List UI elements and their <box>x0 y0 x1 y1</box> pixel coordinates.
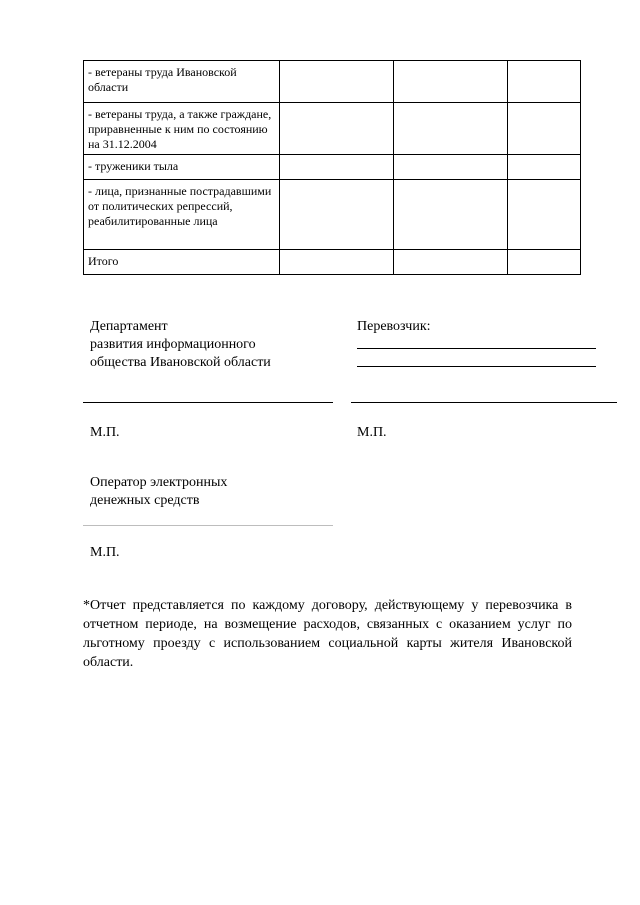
operator-stamp: М.П. <box>90 545 120 560</box>
carrier-name-line1 <box>357 348 596 349</box>
table-cell <box>280 61 394 103</box>
report-footnote: *Отчет представляется по каждому договору, действующему у перевозчика в отчетном периоде, на возмещение расходов, связанных с оказанием услуг по льготному проезду с использованием социальной карты жителя Ивановской области. <box>83 598 572 670</box>
row-label: - труженики тыла <box>84 155 280 180</box>
department-name-line3: общества Ивановской области <box>90 355 271 370</box>
carrier-name-line2 <box>357 366 596 367</box>
department-stamp: М.П. <box>90 425 120 440</box>
table-cell <box>280 180 394 250</box>
carrier-stamp: М.П. <box>357 425 387 440</box>
table-cell <box>508 103 581 155</box>
row-label-total: Итого <box>84 250 280 275</box>
table-cell <box>508 155 581 180</box>
table-row <box>84 250 581 275</box>
table-cell <box>394 103 508 155</box>
table-cell <box>508 61 581 103</box>
operator-name-line1: Оператор электронных <box>90 475 228 490</box>
table-cell <box>394 61 508 103</box>
table-row <box>84 180 581 250</box>
row-label: - лица, признанные пострадавшими от политических репрессий, реабилитированные лица <box>84 180 280 250</box>
benefits-report-table <box>83 60 581 275</box>
table-cell <box>508 250 581 275</box>
table-cell <box>280 103 394 155</box>
row-label: - ветераны труда, а также граждане, приравненные к ним по состоянию на 31.12.2004 <box>84 103 280 155</box>
department-name-line2: развития информационного <box>90 337 256 352</box>
table-cell <box>280 250 394 275</box>
table-cell <box>394 180 508 250</box>
operator-signature-line <box>83 525 333 526</box>
table-row <box>84 61 581 103</box>
row-label: - ветераны труда Ивановской области <box>84 61 280 103</box>
table-cell <box>508 180 581 250</box>
carrier-title: Перевозчик: <box>357 319 431 334</box>
table-cell <box>394 250 508 275</box>
carrier-signature-line <box>351 402 617 403</box>
department-name-line1: Департамент <box>90 319 168 334</box>
department-signature-line <box>83 402 333 403</box>
table-cell <box>280 155 394 180</box>
table-cell <box>394 155 508 180</box>
operator-name-line2: денежных средств <box>90 493 200 508</box>
table-row <box>84 103 581 155</box>
table-row <box>84 155 581 180</box>
